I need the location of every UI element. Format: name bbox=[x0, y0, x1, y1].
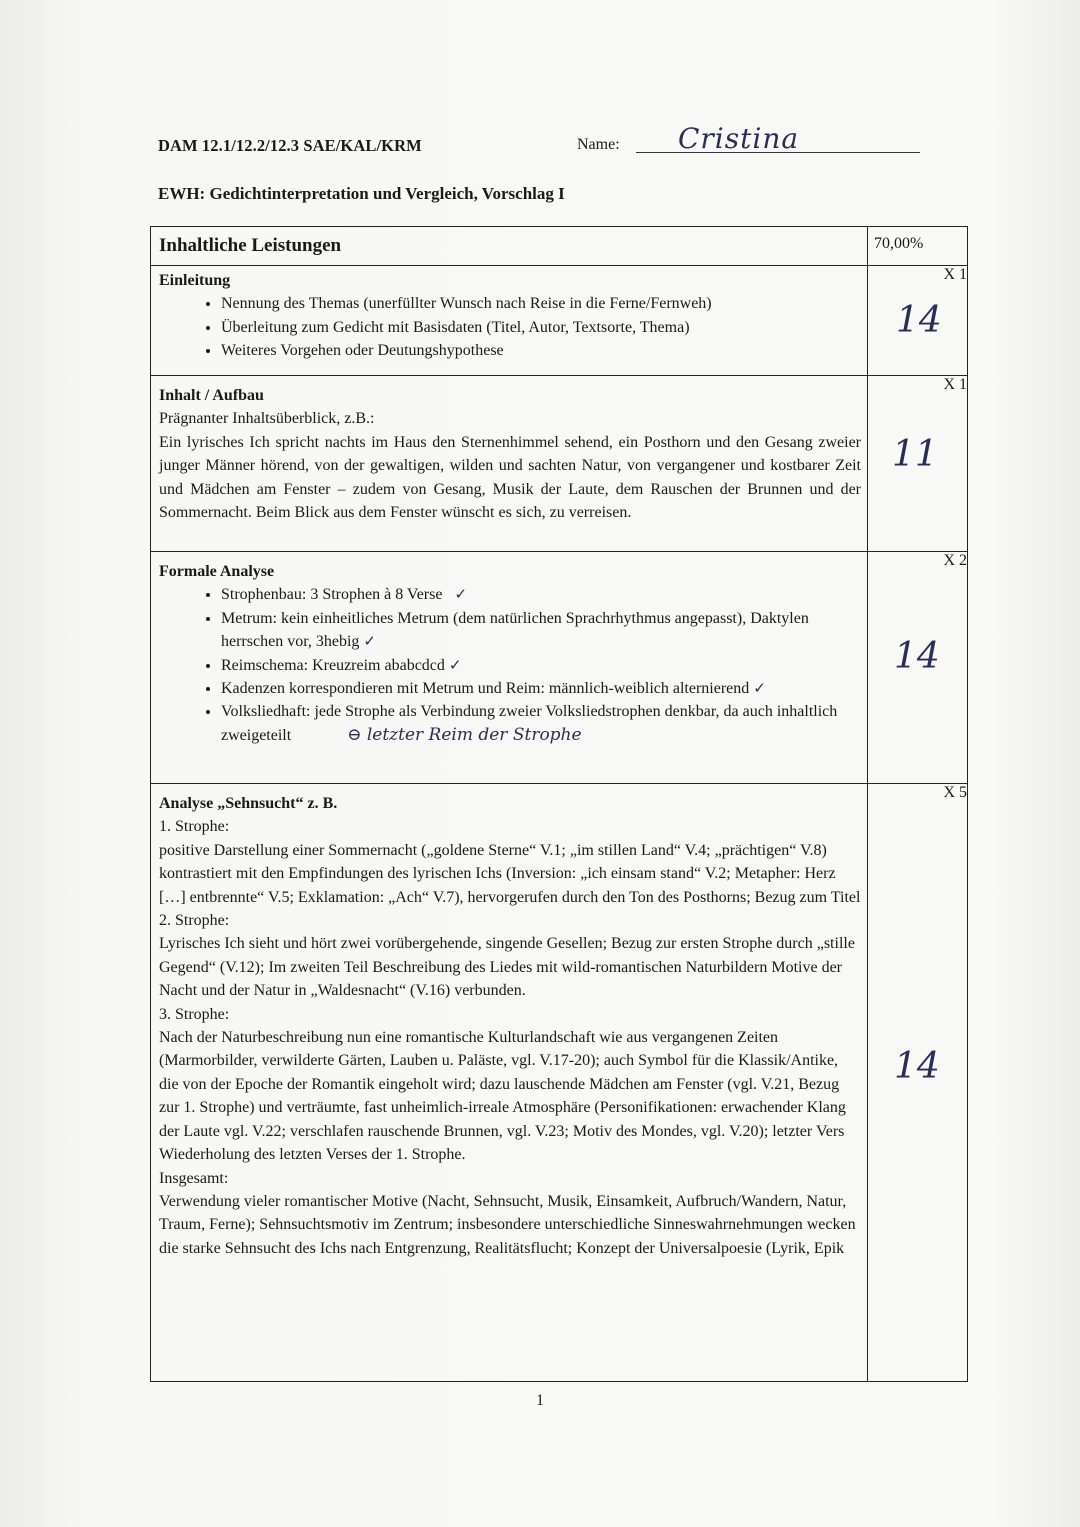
section-formale-analyse bbox=[151, 552, 867, 751]
section-intro: Prägnanter Inhaltsüberblick, z.B.: bbox=[159, 410, 375, 428]
name-label: Name: bbox=[577, 136, 620, 153]
multiplier: X 2 bbox=[943, 552, 967, 569]
page-number: 1 bbox=[536, 1392, 544, 1409]
exam-subtitle: EWH: Gedichtinterpretation und Vergleich, Vorschlag I bbox=[158, 184, 565, 203]
check-mark-icon: ✓ bbox=[454, 585, 468, 604]
bullet-list bbox=[159, 292, 861, 362]
table-heading: Inhaltliche Leistungen bbox=[159, 235, 342, 256]
check-mark-icon: ✓ bbox=[753, 679, 766, 698]
bullet-list bbox=[159, 583, 861, 747]
handwritten-grade: 14 bbox=[896, 300, 942, 341]
list-item: • Überleitung zum Gedicht mit Basisdaten (Titel, Autor, Textsorte, Thema) bbox=[221, 316, 861, 339]
part-label: 2. Strophe: bbox=[159, 912, 230, 930]
part-label: 3. Strophe: bbox=[159, 1005, 230, 1023]
student-name-handwritten: Cristina bbox=[678, 122, 800, 155]
section-text: Ein lyrisches Ich spricht nachts im Haus den Sternenhimmel sehend, ein Posthorn und den Gesang zweier junger Männer hörend, von der gewaltigen, wilden und sachten Natur, von vergangener und kostbarer Zeit und Mädchen am Fenster – zudem von Gesang, Musik der Laute, dem Rauschen der Brunnen und der Sommernacht. Beim Blick aus dem Fenster wünscht es sich, zu verreisen. bbox=[159, 433, 861, 522]
section-inhalt bbox=[151, 376, 867, 528]
handwritten-annotation: ⊖ letzter Reim der Strophe bbox=[347, 724, 582, 745]
section-title: Formale Analyse bbox=[159, 563, 275, 580]
check-mark-icon: ✓ bbox=[363, 632, 376, 651]
section-title: Einleitung bbox=[159, 272, 231, 289]
section-title: Analyse „Sehnsucht“ z. B. bbox=[159, 795, 338, 812]
list-item: • Metrum: kein einheitliches Metrum (dem natürlichen Sprachrhythmus angepasst), Daktylen herrschen vor, 3hebig ✓ bbox=[221, 607, 861, 654]
list-item: • Weiteres Vorgehen oder Deutungshypothese bbox=[221, 339, 861, 362]
course-code: DAM 12.1/12.2/12.3 SAE/KAL/KRM bbox=[158, 136, 422, 155]
list-item: • Volksliedhaft: jede Strophe als Verbindung zweier Volksliedstrophen denkbar, da auch inhaltlich zweigeteilt ⊖ letzter Reim der Strophe bbox=[221, 700, 861, 747]
section-analyse-sehnsucht bbox=[151, 784, 867, 1264]
part-text: Verwendung vieler romantischer Motive (Nacht, Sehnsucht, Musik, Einsamkeit, Aufbruch/Wandern, Natur, Traum, Ferne); Sehnsuchtsmotiv im Zentrum; insbesondere unterschiedliche Sinneswahrnehmungen wecken die starke Sehnsucht des Ichs nach Entgrenzung, Realitätsflucht; Konzept der Universalpoesie (Lyrik, Epik bbox=[159, 1192, 856, 1257]
part-text: positive Darstellung einer Sommernacht („goldene Sterne“ V.1; „im stillen Land“ V.4; „prächtigen“ V.8) kontrastiert mit den Empfindungen des lyrischen Ichs (Inversion: „ich einsam stand“ V.2; Metapher: Herz […] entbrennte“ V.5; Exklamation: „Ach“ V.7), hervorgerufen durch den Ton des Posthorns; Bezug zum Titel bbox=[159, 841, 861, 906]
weight-value: 70,00% bbox=[874, 235, 924, 252]
list-item: • Reimschema: Kreuzreim ababcdcd ✓ bbox=[221, 654, 861, 677]
handwritten-grade: 14 bbox=[894, 636, 940, 677]
multiplier: X 1 bbox=[943, 266, 967, 283]
part-text: Nach der Naturbeschreibung nun eine romantische Kulturlandschaft wie aus vergangenen Zeiten (Marmorbilder, verwilderte Gärten, Lauben u. Paläste, vgl. V.17-20); auch Symbol für die Klassik/Antike, die von der Epoche der Romantik eingeholt wird; dazu lauschende Mädchen am Fenster (vgl. V.21, Bezug zur 1. Strophe) und verträumte, fast unheimlich-irreale Atmosphäre (Personifikationen: erwachender Klang der Laute vgl. V.22; verschlafen rauschende Brunnen, vgl. V.23; Motiv des Mondes, vgl. V.20); letzter Vers Wiederholung des letzten Verses der 1. Strophe. bbox=[159, 1029, 846, 1164]
part-label: 1. Strophe: bbox=[159, 818, 230, 836]
section-title: Inhalt / Aufbau bbox=[159, 387, 264, 404]
section-einleitung bbox=[151, 266, 867, 367]
handwritten-grade: 14 bbox=[894, 1046, 940, 1087]
handwritten-grade: 11 bbox=[892, 434, 938, 475]
part-label: Insgesamt: bbox=[159, 1169, 229, 1187]
list-item: • Strophenbau: 3 Strophen à 8 Verse ✓ bbox=[221, 583, 861, 606]
list-item: • Kadenzen korrespondieren mit Metrum und Reim: männlich-weiblich alternierend ✓ bbox=[221, 677, 861, 700]
list-item: • Nennung des Themas (unerfüllter Wunsch nach Reise in die Ferne/Fernweh) bbox=[221, 292, 861, 315]
grading-table bbox=[150, 226, 968, 1382]
check-mark-icon: ✓ bbox=[448, 655, 462, 674]
part-text: Lyrisches Ich sieht und hört zwei vorübergehende, singende Gesellen; Bezug zur ersten Strophe durch „stille Gegend“ (V.12); Im zweiten Teil Beschreibung des Liedes mit wild-romantischen Naturbildern Motive der Nacht und der Natur in „Waldesnacht“ (V.16) verbunden. bbox=[159, 935, 855, 1000]
multiplier: X 5 bbox=[943, 784, 967, 801]
multiplier: X 1 bbox=[943, 376, 967, 393]
